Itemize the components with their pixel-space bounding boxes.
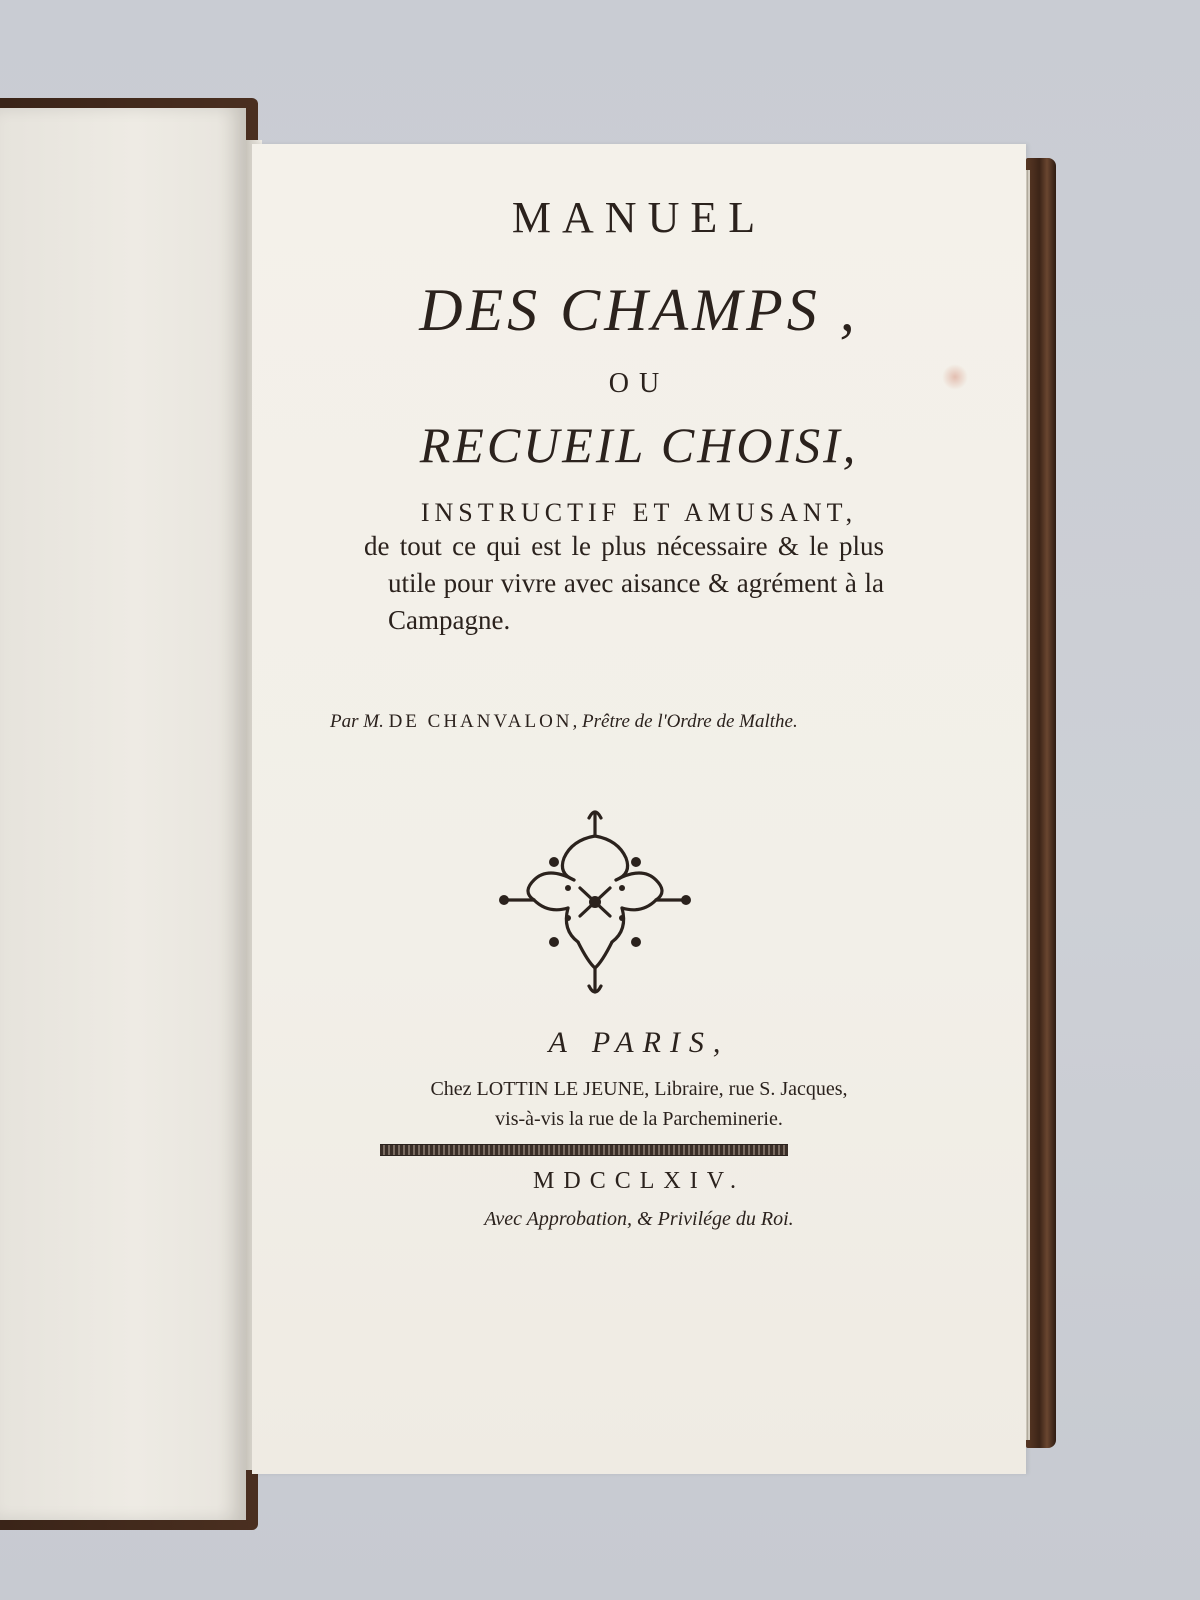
- printers-rule: [380, 1144, 788, 1156]
- title-line-recueil-choisi: RECUEIL CHOISI,: [419, 417, 859, 473]
- title-page: [252, 144, 1026, 1474]
- imprint-year: MDCCLXIV.: [533, 1168, 745, 1194]
- title-line-instructif: INSTRUCTIF ET AMUSANT,: [420, 498, 858, 527]
- fleuron-ornament-icon: [488, 796, 702, 1006]
- subtitle-paragraph: de tout ce qui est le plus nécessaire & le plus utile pour vivre avec aisance & agrément à la Campagne.: [364, 531, 884, 635]
- author-line: [330, 706, 890, 738]
- title-line-ou: OU: [608, 368, 670, 399]
- right-binding-edge: [1026, 158, 1056, 1448]
- author-name: DE CHANVALON: [388, 711, 573, 732]
- imprint-address: vis-à-vis la rue de la Parcheminerie.: [495, 1108, 783, 1130]
- author-suffix: , Prêtre de l'Ordre de Malthe.: [572, 711, 798, 732]
- imprint-publisher: Chez LOTTIN LE JEUNE, Libraire, rue S. Jacques,: [430, 1078, 848, 1100]
- title-line-des-champs: DES CHAMPS ,: [419, 277, 859, 343]
- privilege-line: Avec Approbation, & Privilége du Roi.: [484, 1208, 794, 1230]
- title-line-manuel: MANUEL: [511, 193, 767, 242]
- imprint-place: A PARIS,: [548, 1026, 730, 1059]
- left-blank-page: [0, 108, 246, 1520]
- author-prefix: Par M.: [330, 711, 384, 732]
